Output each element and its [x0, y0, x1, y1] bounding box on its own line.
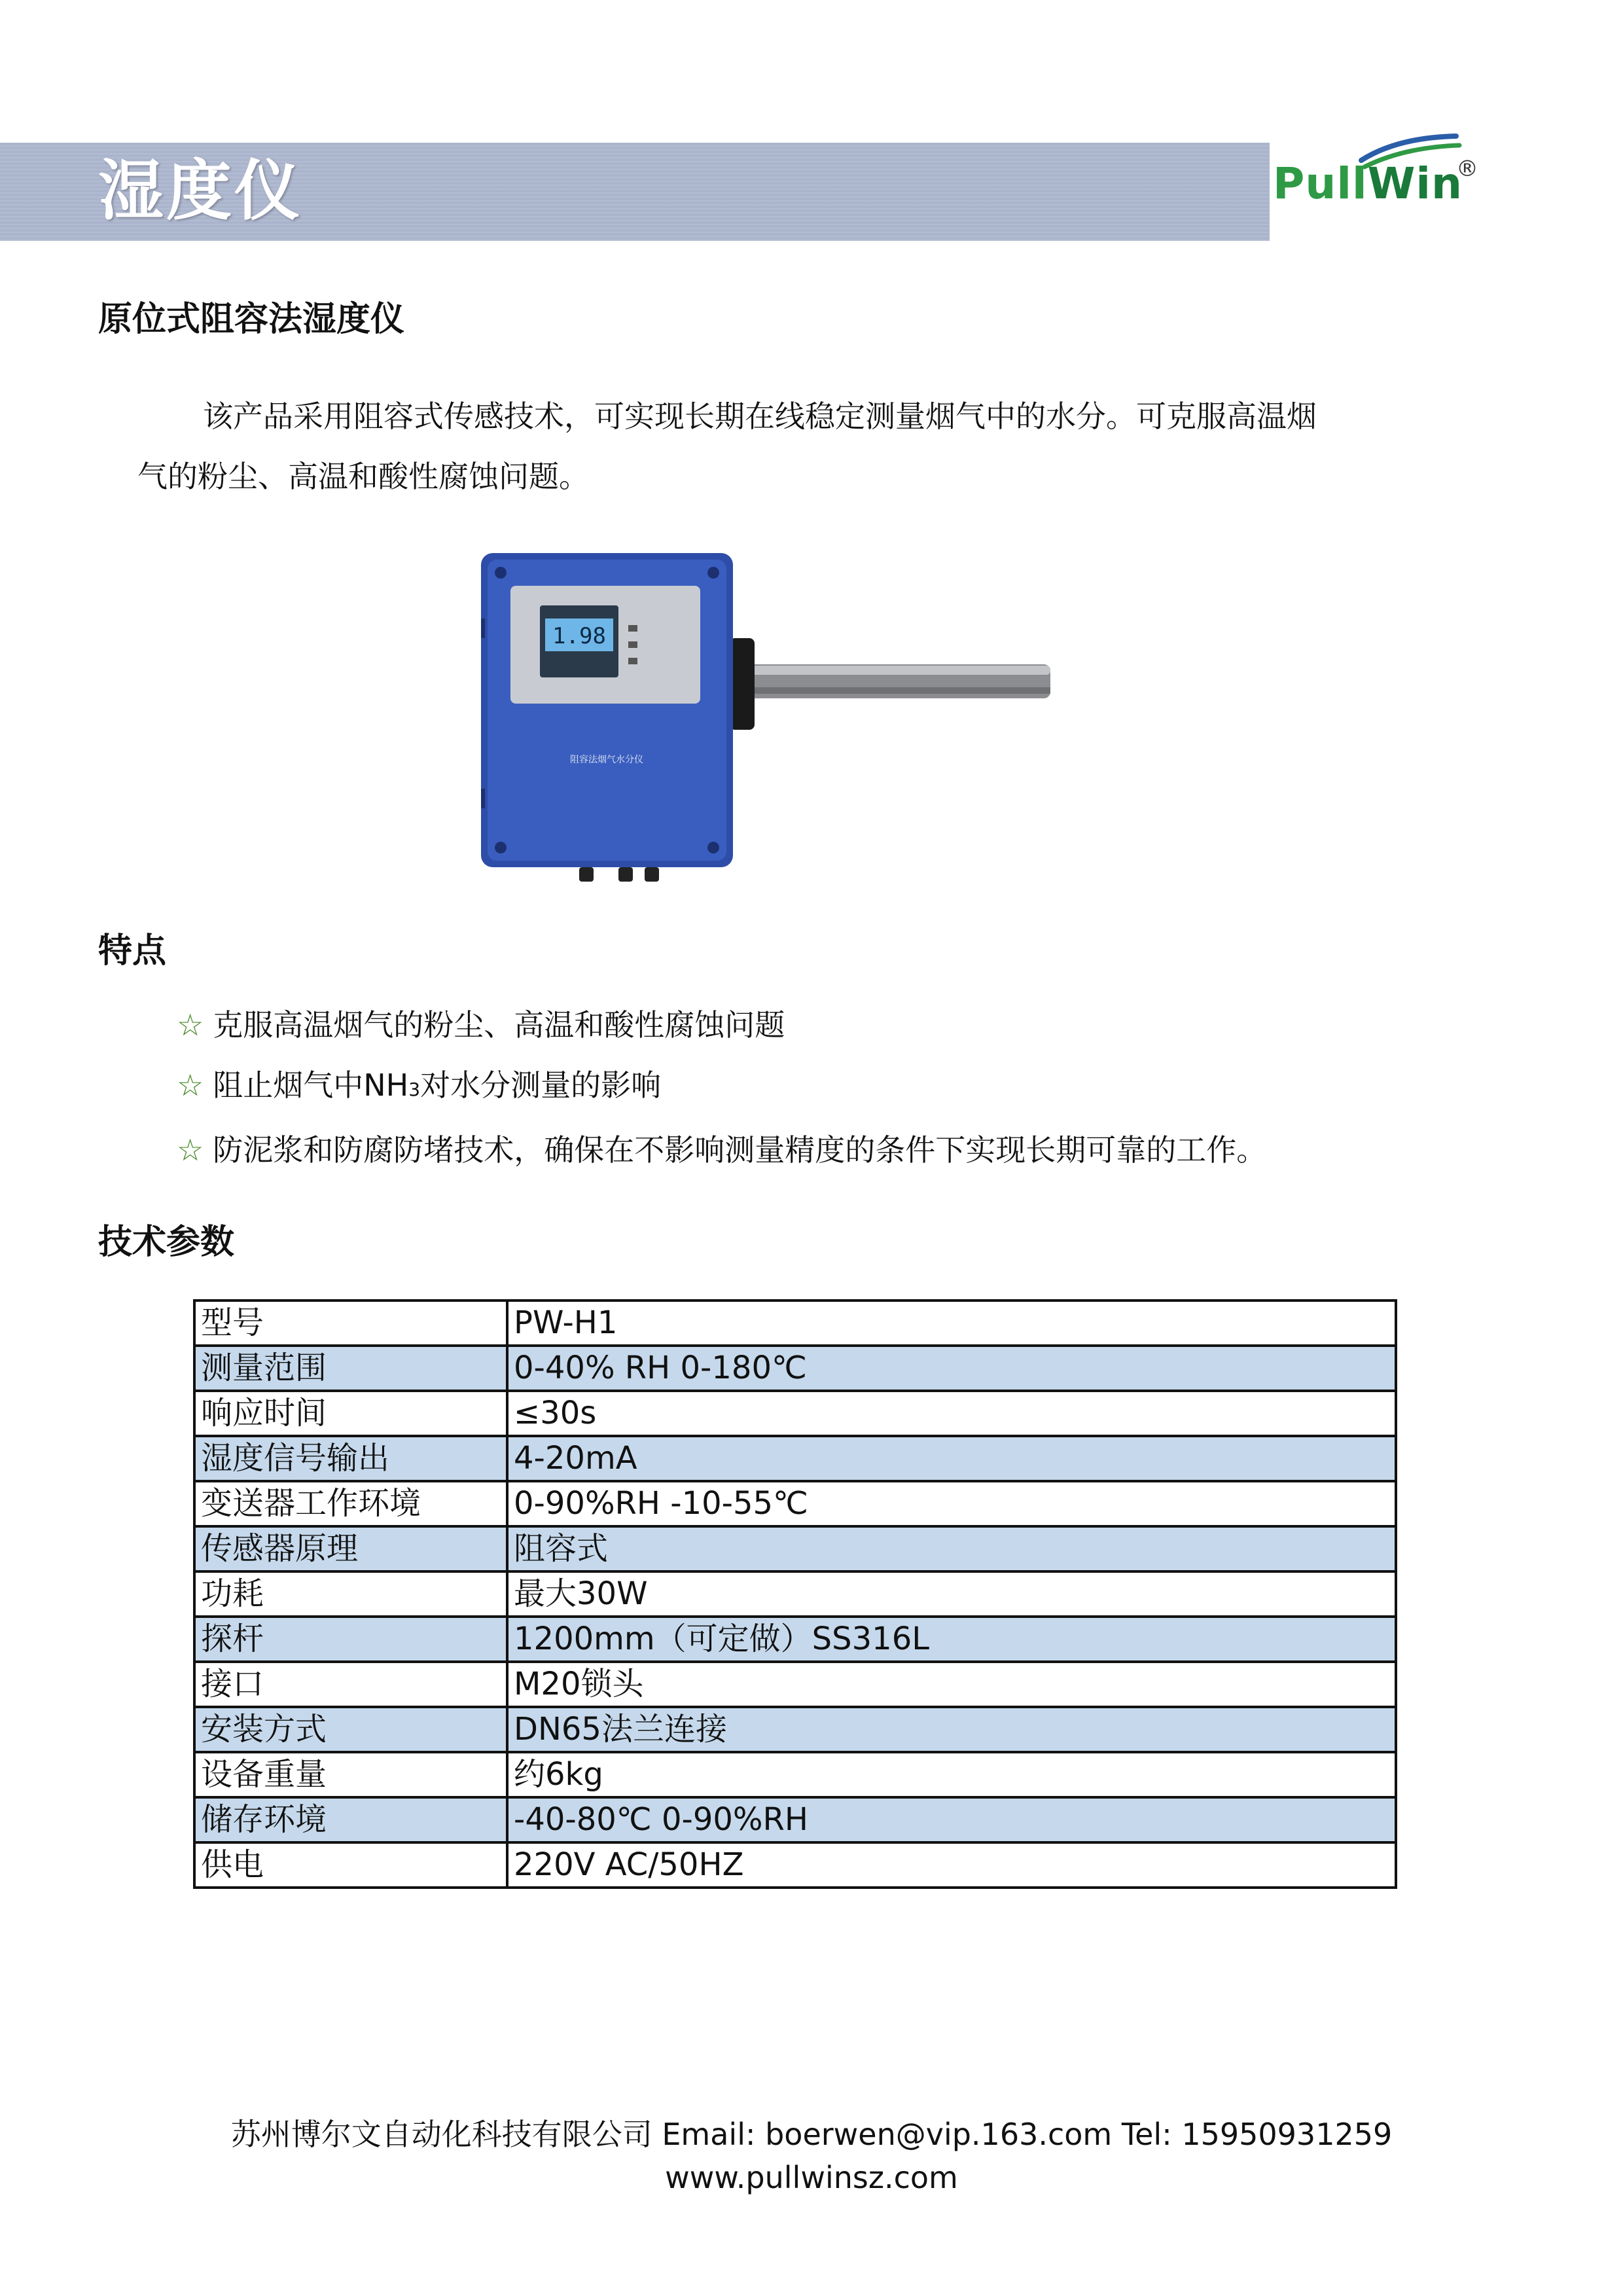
table-row	[194, 1752, 1396, 1797]
spec-key: 探杆	[194, 1617, 507, 1662]
spec-value: 1200mm（可定做）SS316L	[507, 1617, 1396, 1662]
spec-table	[193, 1299, 1397, 1889]
spec-key: 响应时间	[194, 1391, 507, 1436]
table-row	[194, 1662, 1396, 1707]
screen-value: 1.98	[552, 623, 606, 649]
page-title: 湿度仪	[98, 152, 302, 229]
spec-key: 变送器工作环境	[194, 1481, 507, 1526]
table-row	[194, 1346, 1396, 1391]
spec-key: 供电	[194, 1842, 507, 1888]
table-row	[194, 1526, 1396, 1571]
table-row	[194, 1797, 1396, 1842]
table-row	[194, 1481, 1396, 1526]
spec-value: 0-40% RH 0-180℃	[507, 1346, 1396, 1391]
features-list	[177, 995, 1266, 1180]
spec-value: ≤30s	[507, 1391, 1396, 1436]
product-description	[98, 386, 1505, 507]
panel-label: 阻容法烟气水分仪	[570, 755, 643, 765]
star-icon: ☆	[177, 1007, 204, 1043]
feature-item: ☆ 阻止烟气中NH3对水分测量的影响	[177, 1067, 662, 1103]
spec-value: -40-80℃ 0-90%RH	[507, 1797, 1396, 1842]
feature-item: ☆ 克服高温烟气的粉尘、高温和酸性腐蚀问题	[177, 1007, 785, 1043]
spec-value: 阻容式	[507, 1526, 1396, 1571]
logo-wordmark	[1273, 158, 1463, 209]
footer-contact: 苏州博尔文自动化科技有限公司 Email: boerwen@vip.163.com Tel: 15950931259	[230, 2117, 1393, 2152]
spec-value: 220V AC/50HZ	[507, 1842, 1396, 1888]
spec-key: 接口	[194, 1662, 507, 1707]
feature-item: ☆ 防泥浆和防腐防堵技术，确保在不影响测量精度的条件下实现长期可靠的工作。	[177, 1132, 1267, 1168]
table-row	[194, 1571, 1396, 1617]
pullwin-logo	[1273, 124, 1482, 229]
description-line-2: 气的粉尘、高温和酸性腐蚀问题。	[137, 459, 589, 494]
spec-value: M20锁头	[507, 1662, 1396, 1707]
features-heading: 特点	[98, 931, 167, 971]
table-row	[194, 1707, 1396, 1752]
spec-key: 湿度信号输出	[194, 1436, 507, 1481]
spec-value: PW-H1	[507, 1300, 1396, 1346]
logo-win-text: Win	[1367, 158, 1463, 209]
description-line-1: 该产品采用阻容式传感技术，可实现长期在线稳定测量烟气中的水分。可克服高温烟	[203, 399, 1317, 434]
registered-mark: ®	[1456, 156, 1478, 182]
specs-heading: 技术参数	[98, 1223, 235, 1262]
table-row	[194, 1436, 1396, 1481]
spec-key: 功耗	[194, 1571, 507, 1617]
table-row	[194, 1842, 1396, 1888]
star-icon: ☆	[177, 1067, 204, 1103]
title-banner	[0, 143, 1270, 241]
spec-key: 传感器原理	[194, 1526, 507, 1571]
product-image	[481, 553, 1057, 900]
spec-key: 型号	[194, 1300, 507, 1346]
spec-value: 4-20mA	[507, 1436, 1396, 1481]
spec-key: 安装方式	[194, 1707, 507, 1752]
spec-key: 设备重量	[194, 1752, 507, 1797]
star-icon: ☆	[177, 1132, 204, 1168]
spec-key: 测量范围	[194, 1346, 507, 1391]
product-heading: 原位式阻容法湿度仪	[98, 300, 405, 339]
logo-pull-text: Pull	[1273, 158, 1368, 209]
table-row	[194, 1391, 1396, 1436]
table-row	[194, 1617, 1396, 1662]
table-row	[194, 1300, 1396, 1346]
spec-value: 约6kg	[507, 1752, 1396, 1797]
spec-value: 0-90%RH -10-55℃	[507, 1481, 1396, 1526]
spec-value: DN65法兰连接	[507, 1707, 1396, 1752]
spec-value: 最大30W	[507, 1571, 1396, 1617]
footer-website[interactable]: www.pullwinsz.com	[665, 2160, 958, 2195]
spec-key: 储存环境	[194, 1797, 507, 1842]
